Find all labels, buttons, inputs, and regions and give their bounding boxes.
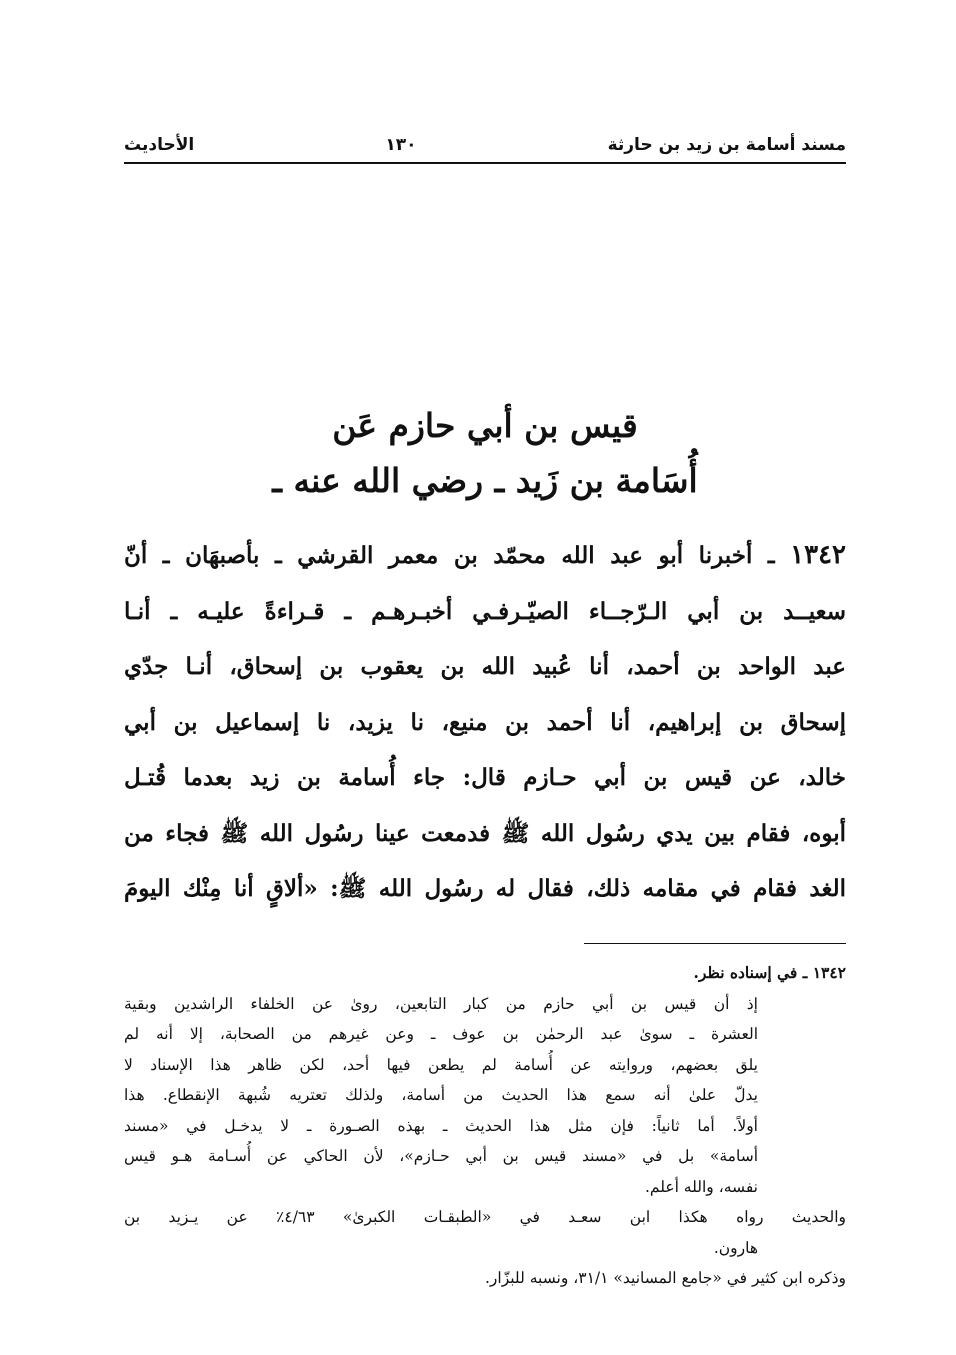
footnote-line: يدلّ علىٰ أنه سمع هذا الحديث من أسامة، ولذلك تعتريه شُبهة الإنقطاع. هذا <box>124 1086 758 1104</box>
header-book-title: مسند أسامة بن زيد بن حارثة <box>607 135 846 155</box>
footnote-paragraph-3 <box>124 1263 846 1294</box>
running-header <box>124 128 846 162</box>
footnote-heading: ١٣٤٢ ـ في إسناده نظر. <box>693 963 846 982</box>
section-title-line-1: قيس بن أبي حازم عَن <box>332 406 638 445</box>
footnote-line: يلق بعضهم، وروايته عن أُسامة لم يطعن فيها أحد، لكن ظاهر هذا الإسناد لا <box>124 1055 758 1074</box>
hadith-line-7: الغد فقام في مقامه ذلك، فقال له رسُول الله ﷺ: «ألاقٍ أنا مِنْك اليومَ <box>124 875 846 902</box>
footnote-line: نفسه، والله أعلم. <box>644 1177 758 1196</box>
footnote-line: وذكره ابن كثير في «جامع المسانيد» ٣١/١، ونسبه للبزّار. <box>484 1269 846 1287</box>
footnote-line: أسامة» بل في «مسند قيس بن أبي حـازم»، لأن الحاكي عن أُسـامة هـو قيس <box>124 1147 758 1165</box>
header-rule <box>124 162 846 164</box>
footnote-paragraph-2 <box>124 1202 846 1263</box>
section-title-line-2: أُسَامة بن زَيد ـ رضي الله عنه ـ <box>272 461 698 500</box>
footnote-line: هارون. <box>713 1238 758 1257</box>
hadith-line-4: إسحاق بن إبراهيم، أنا أحمد بن منيع، نا يزيد، نا إسماعيل بن أبي <box>124 708 846 736</box>
footnote-line: العشرة ـ سوىٰ عبد الرحمٰن بن عوف ـ وعن غيرهم من الصحابة، إلا أنه لم <box>124 1025 758 1043</box>
footnotes <box>124 958 846 1294</box>
footnote-line: أولاً. أما ثانياً: فإن مثل هذا الحديث ـ بهذه الصـورة ـ لا يدخـل في «مسند <box>124 1116 758 1135</box>
hadith-line-2: سعيــد بن أبي الـرّجــاء الصيّـرفـي أخبـرهـم ـ قـراءةً عليـه ـ أنـا <box>124 597 846 625</box>
hadith-line-1: ١٣٤٢ ـ أخبرنا أبو عبد الله محمّد بن معمر القرشي ـ بأصبهَان ـ أنّ <box>124 540 846 570</box>
footnote-paragraph-1 <box>124 989 758 1203</box>
page-number: ١٣٠ <box>385 135 417 155</box>
hadith-line-6: أبوه، فقام بين يدي رسُول الله ﷺ فدمعت عينا رسُول الله ﷺ فجاء من <box>124 819 846 847</box>
hadith-text <box>124 528 846 917</box>
footnote-rule <box>584 943 846 944</box>
hadith-number: ١٣٤٢ <box>790 540 846 570</box>
hadith-line-5: خالد، عن قيس بن أبي حـازم قال: جاء أُسامة بن زيد بعدما قُتـل <box>124 764 846 791</box>
hadith-line-3: عبد الواحد بن أحمد، أنا عُبيد الله بن يعقوب بن إسحاق، أنـا جدّي <box>124 653 846 680</box>
section-title <box>124 398 846 508</box>
footnote-line: إذ أن قيس بن أبي حازم من كبار التابعين، روىٰ عن الخلفاء الراشدين وبقية <box>124 994 758 1013</box>
footnote-line: والحديث رواه هكذا ابن سعـد في «الطبقـات الكبرىٰ» ٤/٦٣٪ عن يـزيد بن <box>124 1208 846 1226</box>
header-section-name: الأحاديث <box>124 135 195 155</box>
